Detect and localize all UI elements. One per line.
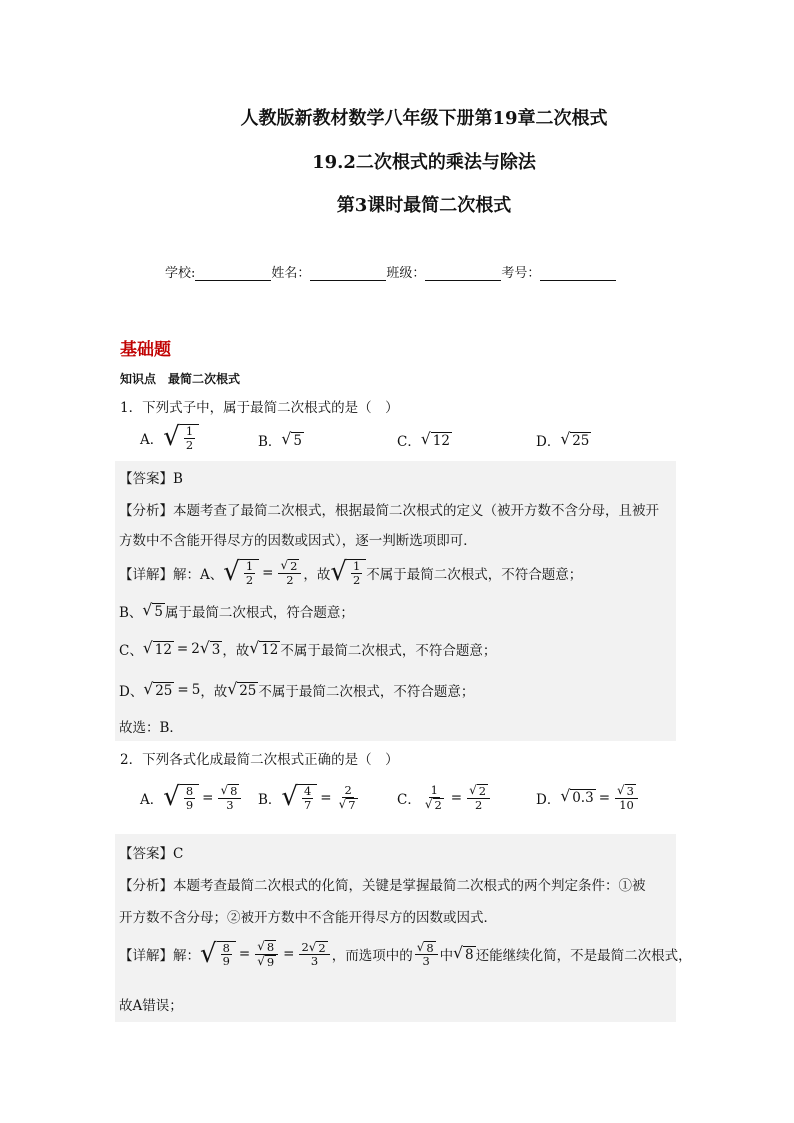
section-heading: 基础题 <box>120 340 171 360</box>
q1-option-c <box>397 430 452 450</box>
lesson-title: 第3课时最简二次根式 <box>336 195 512 216</box>
math-expression: √ 5 <box>281 429 302 449</box>
question-2-options <box>140 784 680 824</box>
class-blank <box>425 266 501 281</box>
q2-option-b: B． √ $\frac{4}{7}$ = 2 √ 7 <box>258 782 356 812</box>
document-title: 人教版新教材数学八年级下册第19章二次根式 <box>240 108 608 129</box>
option-label: D． <box>536 434 561 450</box>
option-label: C． <box>397 791 421 808</box>
q1-option-d <box>536 430 591 450</box>
school-label: 学校: <box>165 266 196 281</box>
option-label: C． <box>397 434 421 450</box>
q2-analysis-1: 【分析】本题考查最简二次根式的化简，关键是掌握最简二次根式的两个判定条件：①被 <box>119 878 646 894</box>
question-1-stem: 1．下列式子中，属于最简二次根式的是（ ） <box>120 400 399 416</box>
section-title: 19.2二次根式的乘法与除法 <box>312 152 536 173</box>
q2-solution-box <box>115 834 692 1022</box>
q2-analysis-2: 开方数不含分母；②被开方数中不含能开得尽方的因数或因式． <box>119 910 497 926</box>
student-info-row <box>165 262 616 281</box>
q1-solution-box <box>115 461 676 741</box>
school-blank <box>195 266 271 281</box>
math-expression: √ $\frac{1}{2}$ <box>163 424 199 451</box>
q1-detail-c: C、 √ 12 = 2 √ 3 ，故 √ 12 不属于最简二次根式，不符合题意； <box>119 638 497 659</box>
math-expression: √ 25 <box>560 429 590 449</box>
q2-option-d: D． √ 0.3 = √ 3 10 <box>536 784 640 811</box>
number-blank <box>540 266 616 281</box>
q1-detail-d: D、 √ 25 = 5 ，故 √ 25 不属于最简二次根式，不符合题意； <box>119 679 475 700</box>
q2-conclusion: 故A错误； <box>119 998 183 1014</box>
number-label: 考号： <box>501 266 541 281</box>
knowledge-point: 知识点 最简二次根式 <box>120 372 241 386</box>
math-expression: √ 12 <box>420 429 450 449</box>
option-label: D． <box>536 791 561 808</box>
class-label: 班级： <box>386 266 426 281</box>
q1-analysis-2: 方数中不含能开得尽方的因数或因式），逐一判断选项即可． <box>119 533 477 549</box>
q1-detail-a: 【详解】解：A、 √ $\frac{1}{2}$ = √ 2 2 ，故 √ $\frac{1}{2}$ 不属于最简二次根式，不符合题意； <box>119 557 583 587</box>
option-label: A． <box>140 431 164 448</box>
q2-option-a: A． √ $\frac{8}{9}$ = √ 8 3 <box>140 784 243 811</box>
q1-analysis-1: 【分析】本题考查了最简二次根式，根据最简二次根式的定义（被开方数不含分母，且被开 <box>119 503 659 519</box>
question-1-options <box>140 424 680 460</box>
q2-detail: 【详解】解： √ $\frac{8}{9}$ = √ 8 √ 9 = 2 √ 2 3 ，而选项中的 √ 8 3 中 √ 8 还能继续化简，不是最简二次根式， <box>119 938 692 969</box>
question-2-stem: 2．下列各式化成最简二次根式正确的是（ ） <box>120 752 399 768</box>
q2-option-c: C． 1 √ 2 = √ 2 2 <box>397 784 492 811</box>
q2-answer: 【答案】C <box>119 846 184 862</box>
q1-option-a <box>140 424 199 451</box>
option-label: B． <box>258 434 282 450</box>
q1-detail-b: B、 √ 5 属于最简二次根式，符合题意； <box>119 600 354 621</box>
name-blank <box>310 266 386 281</box>
option-label: B． <box>258 791 282 808</box>
option-label: A． <box>140 791 164 808</box>
q1-answer: 【答案】B <box>119 471 183 487</box>
q1-option-b <box>258 430 304 450</box>
name-label: 姓名： <box>271 266 311 281</box>
q1-choice: 故选：B． <box>119 720 183 736</box>
